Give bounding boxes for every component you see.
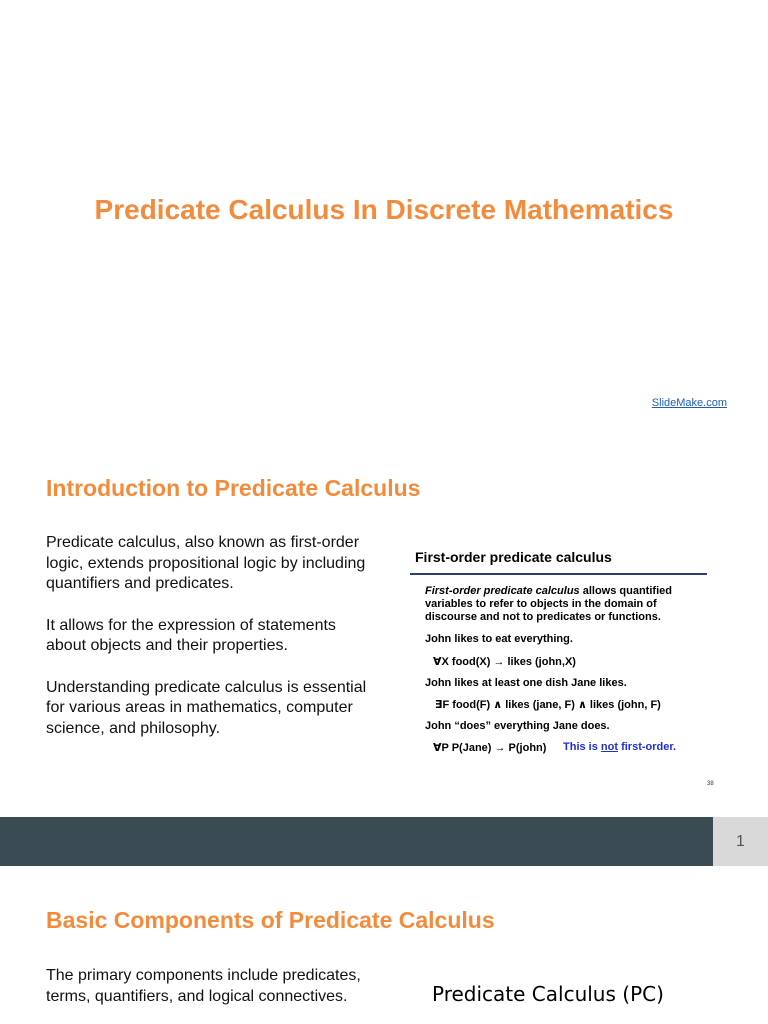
figure-intro bbox=[425, 585, 710, 624]
figure-note-pre: This is bbox=[563, 741, 601, 753]
figure-formula-3-text: ∀P P(Jane) → P(john) bbox=[433, 742, 547, 754]
figure-statement-2: John likes at least one dish Jane likes. bbox=[425, 677, 627, 689]
figure-heading: Predicate Calculus (PC) bbox=[432, 982, 664, 1006]
title-slide bbox=[0, 0, 768, 430]
figure-formula-3 bbox=[433, 741, 546, 754]
figure-note-post: first-order. bbox=[618, 741, 677, 753]
paragraph: Understanding predicate calculus is essential for various areas in mathematics, computer science, and philosophy. bbox=[46, 678, 367, 737]
slide-footer-bar bbox=[0, 817, 713, 866]
slide-title: Basic Components of Predicate Calculus bbox=[46, 907, 495, 933]
figure-statement-1: John likes to eat everything. bbox=[425, 633, 573, 645]
figure-formula-2: ∃F food(F) ∧ likes (jane, F) ∧ likes (john, F) bbox=[435, 699, 661, 711]
slide-title: Introduction to Predicate Calculus bbox=[46, 475, 421, 501]
figure-divider bbox=[410, 573, 707, 575]
slide-introduction bbox=[0, 440, 768, 816]
presentation-title: Predicate Calculus In Discrete Mathematics bbox=[94, 194, 674, 225]
slide-basic-components bbox=[0, 866, 768, 1024]
paragraph: Predicate calculus, also known as first-order logic, extends propositional logic by including quantifiers and predicates. bbox=[46, 534, 366, 592]
page-number: 1 bbox=[713, 817, 768, 866]
slidemake-link[interactable]: SlideMake.com bbox=[651, 397, 727, 409]
figure-page-number: 38 bbox=[707, 781, 714, 787]
figure-intro-italic: First-order predicate calculus bbox=[425, 585, 580, 597]
first-order-logic-figure bbox=[403, 540, 723, 800]
figure-heading: First-order predicate calculus bbox=[415, 549, 612, 565]
figure-note bbox=[563, 741, 676, 753]
figure-intro-text: allows quantified variables to refer to objects in the domain of discourse and not to predicates or functions. bbox=[425, 585, 672, 623]
paragraph: It allows for the expression of statements about objects and their properties. bbox=[46, 616, 336, 654]
paragraph: The primary components include predicates, terms, quantifiers, and logical connectives. bbox=[46, 967, 361, 1005]
slide-body bbox=[46, 533, 376, 760]
slide-body bbox=[46, 966, 386, 1024]
figure-formula-1: ∀X food(X) → likes (john,X) bbox=[433, 656, 576, 668]
figure-statement-3: John “does” everything Jane does. bbox=[425, 720, 610, 732]
figure-note-not: not bbox=[600, 741, 619, 753]
